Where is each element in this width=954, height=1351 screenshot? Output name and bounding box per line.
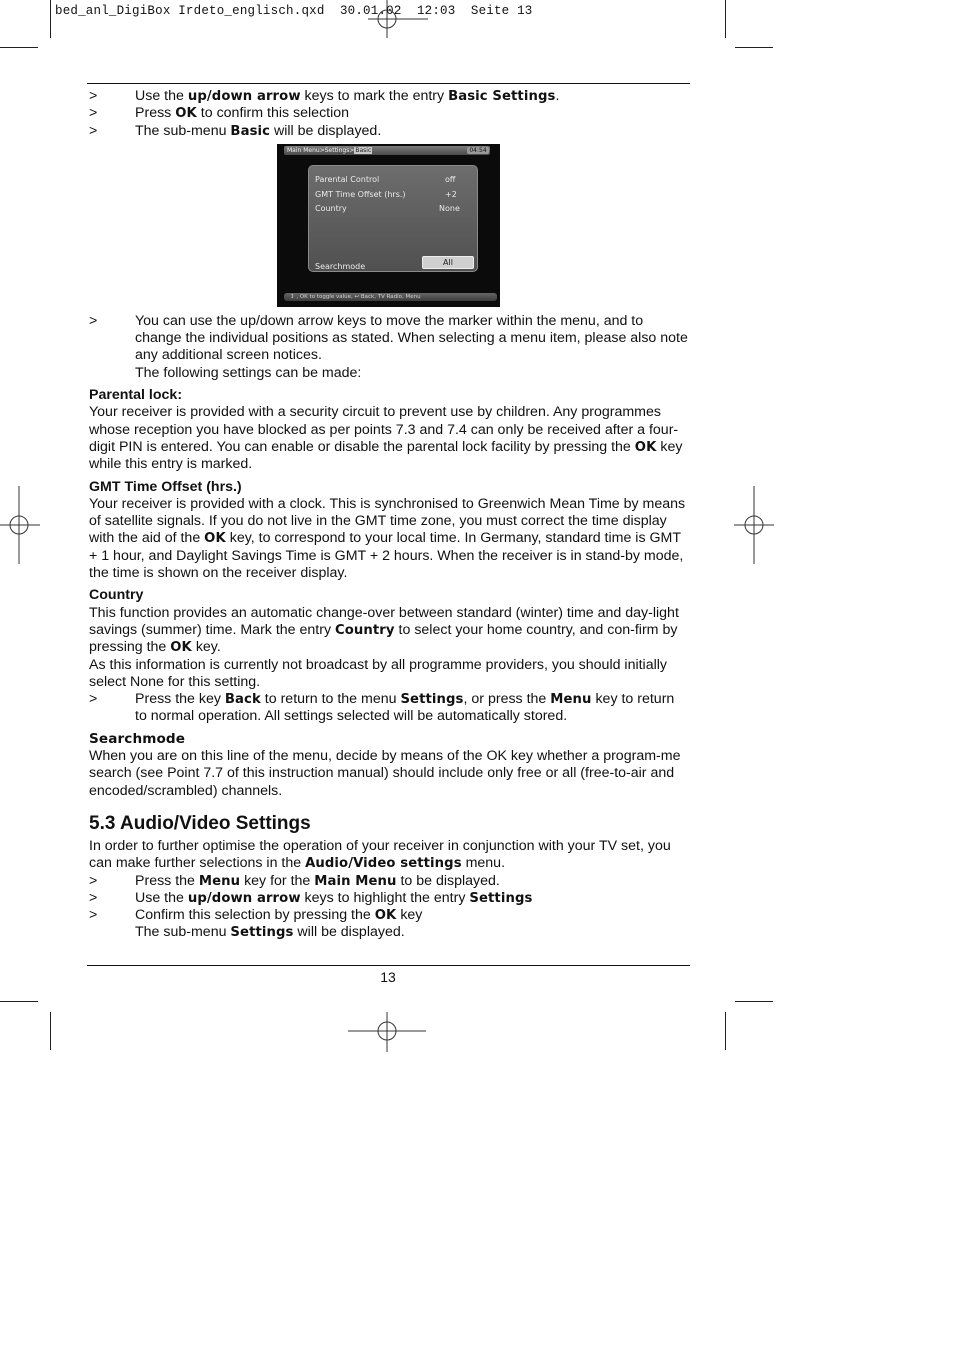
bullet: > xyxy=(89,312,98,329)
country-text: This function provides an automatic change-over between standard (winter) time and day-light savings (summer) time. Mark the entry Country to select your home country, and con-firm by pressing the OK key. xyxy=(89,604,679,656)
bullet: > xyxy=(89,889,98,906)
menu-item-country: Country xyxy=(315,203,347,213)
registration-mark-left xyxy=(0,486,40,564)
submenu-settings-line: The sub-menu Settings will be displayed. xyxy=(135,924,405,941)
settings-panel xyxy=(308,165,478,272)
registration-mark-bottom xyxy=(348,1012,426,1052)
top-rule xyxy=(87,83,690,84)
crop-mark-bottom-left-v xyxy=(50,1012,51,1050)
heading-searchmode: Searchmode xyxy=(89,730,186,747)
step-mark-basic-settings: > Use the up/down arrow keys to mark the entry Basic Settings. xyxy=(89,88,560,104)
crop-mark-top-left-h xyxy=(0,47,38,48)
menu-item-searchmode: Searchmode xyxy=(315,261,366,271)
parental-lock-text: Your receiver is provided with a security circuit to prevent use by children. Any programmes whose reception you have blocked as per points 7.3 and 7.4 can only be received after a four-digit PIN is entered. You can enable or disable the parental lock facility by pressing the OK key while this entry is marked. xyxy=(89,404,683,473)
menu-item-parental-control: Parental Control xyxy=(315,174,380,184)
searchmode-text: When you are on this line of the menu, decide by means of the OK key whether a program-me search (see Point 7.7 of this instruction manual) should include only free or all (free-to-air and encoded/scrambled) channels. xyxy=(89,748,681,799)
bullet: > xyxy=(89,105,98,122)
crop-mark-bottom-right-v xyxy=(725,1012,726,1050)
page-number: 13 xyxy=(380,969,396,985)
heading-gmt-offset: GMT Time Offset (hrs.) xyxy=(89,478,242,495)
clock-display: 04:54 xyxy=(467,147,489,154)
crop-mark-bottom-left-h xyxy=(0,1001,38,1002)
page-content xyxy=(89,88,689,942)
menu-help-bar: ↕ , OK to toggle value, ↩ Back, TV Radio, Menu xyxy=(284,293,497,301)
file-slug: bed_anl_DigiBox Irdeto_englisch.qxd 30.01.02 12:03 Seite 13 xyxy=(55,4,533,18)
bullet: > xyxy=(89,907,98,924)
registration-mark-top xyxy=(368,0,428,40)
menu-breadcrumb-bar: Main Menu>Settings>Basic xyxy=(284,146,490,155)
crop-mark-top-right-v xyxy=(725,0,726,38)
menu-value-searchmode-selected: All xyxy=(422,256,474,269)
basic-menu-screenshot xyxy=(277,144,500,307)
step-press-ok: > Press OK to confirm this selection xyxy=(89,105,350,122)
step-submenu-basic: > The sub-menu Basic will be displayed. xyxy=(89,122,382,139)
bullet: > xyxy=(89,88,98,104)
crop-mark-bottom-right-h xyxy=(735,1001,773,1002)
crop-mark-top-left-v xyxy=(50,0,51,38)
step-navigate: > You can use the up/down arrow keys to move the marker within the menu, and to change the individual positions as stated. When selecting a menu item, please also note any additional screen notices. The following settings can be made: xyxy=(89,312,688,381)
registration-mark-right xyxy=(734,486,774,564)
gmt-offset-text: Your receiver is provided with a clock. This is synchronised to Greenwich Mean Time by means of satellite signals. If you do not live in the GMT time zone, you must correct the time display with the aid of the OK key, to correspond to your local time. In Germany, standard time is GMT + 1 hour, and Daylight Savings Time is GMT + 2 hours. When the receiver is in stand-by mode, the time is shown on the receiver display. xyxy=(89,495,686,582)
country-text-2: As this information is currently not broadcast by all programme providers, you should initially select None for this setting. xyxy=(89,656,668,690)
heading-parental-lock: Parental lock: xyxy=(89,387,183,404)
heading-country: Country xyxy=(89,587,144,604)
audio-video-intro: In order to further optimise the operation of your receiver in conjunction with your TV set, you can make further selections in the Audio/Video settings menu. xyxy=(89,837,671,872)
step-highlight-settings: > Use the up/down arrow keys to highlight the entry Settings xyxy=(89,889,533,906)
step-confirm-ok: > Confirm this selection by pressing the OK key The sub-menu Settings will be displayed. xyxy=(89,907,689,942)
crop-mark-top-right-h xyxy=(735,47,773,48)
menu-value-parental-control: off xyxy=(445,174,456,184)
menu-item-gmt-offset: GMT Time Offset (hrs.) xyxy=(315,189,406,199)
menu-value-country: None xyxy=(439,203,460,213)
bottom-rule xyxy=(87,965,690,966)
section-heading-audio-video: 5.3 Audio/Video Settings xyxy=(89,812,311,834)
tv-screen xyxy=(277,144,500,307)
bullet: > xyxy=(89,691,98,708)
menu-value-gmt-offset: +2 xyxy=(445,189,457,199)
step-press-menu: > Press the Menu key for the Main Menu to be displayed. xyxy=(89,872,500,889)
bullet: > xyxy=(89,122,98,139)
step-back-key: > Press the key Back to return to the menu Settings, or press the Menu key to return to normal operation. All settings selected will be automatically stored. xyxy=(89,691,675,725)
bullet: > xyxy=(89,872,98,889)
